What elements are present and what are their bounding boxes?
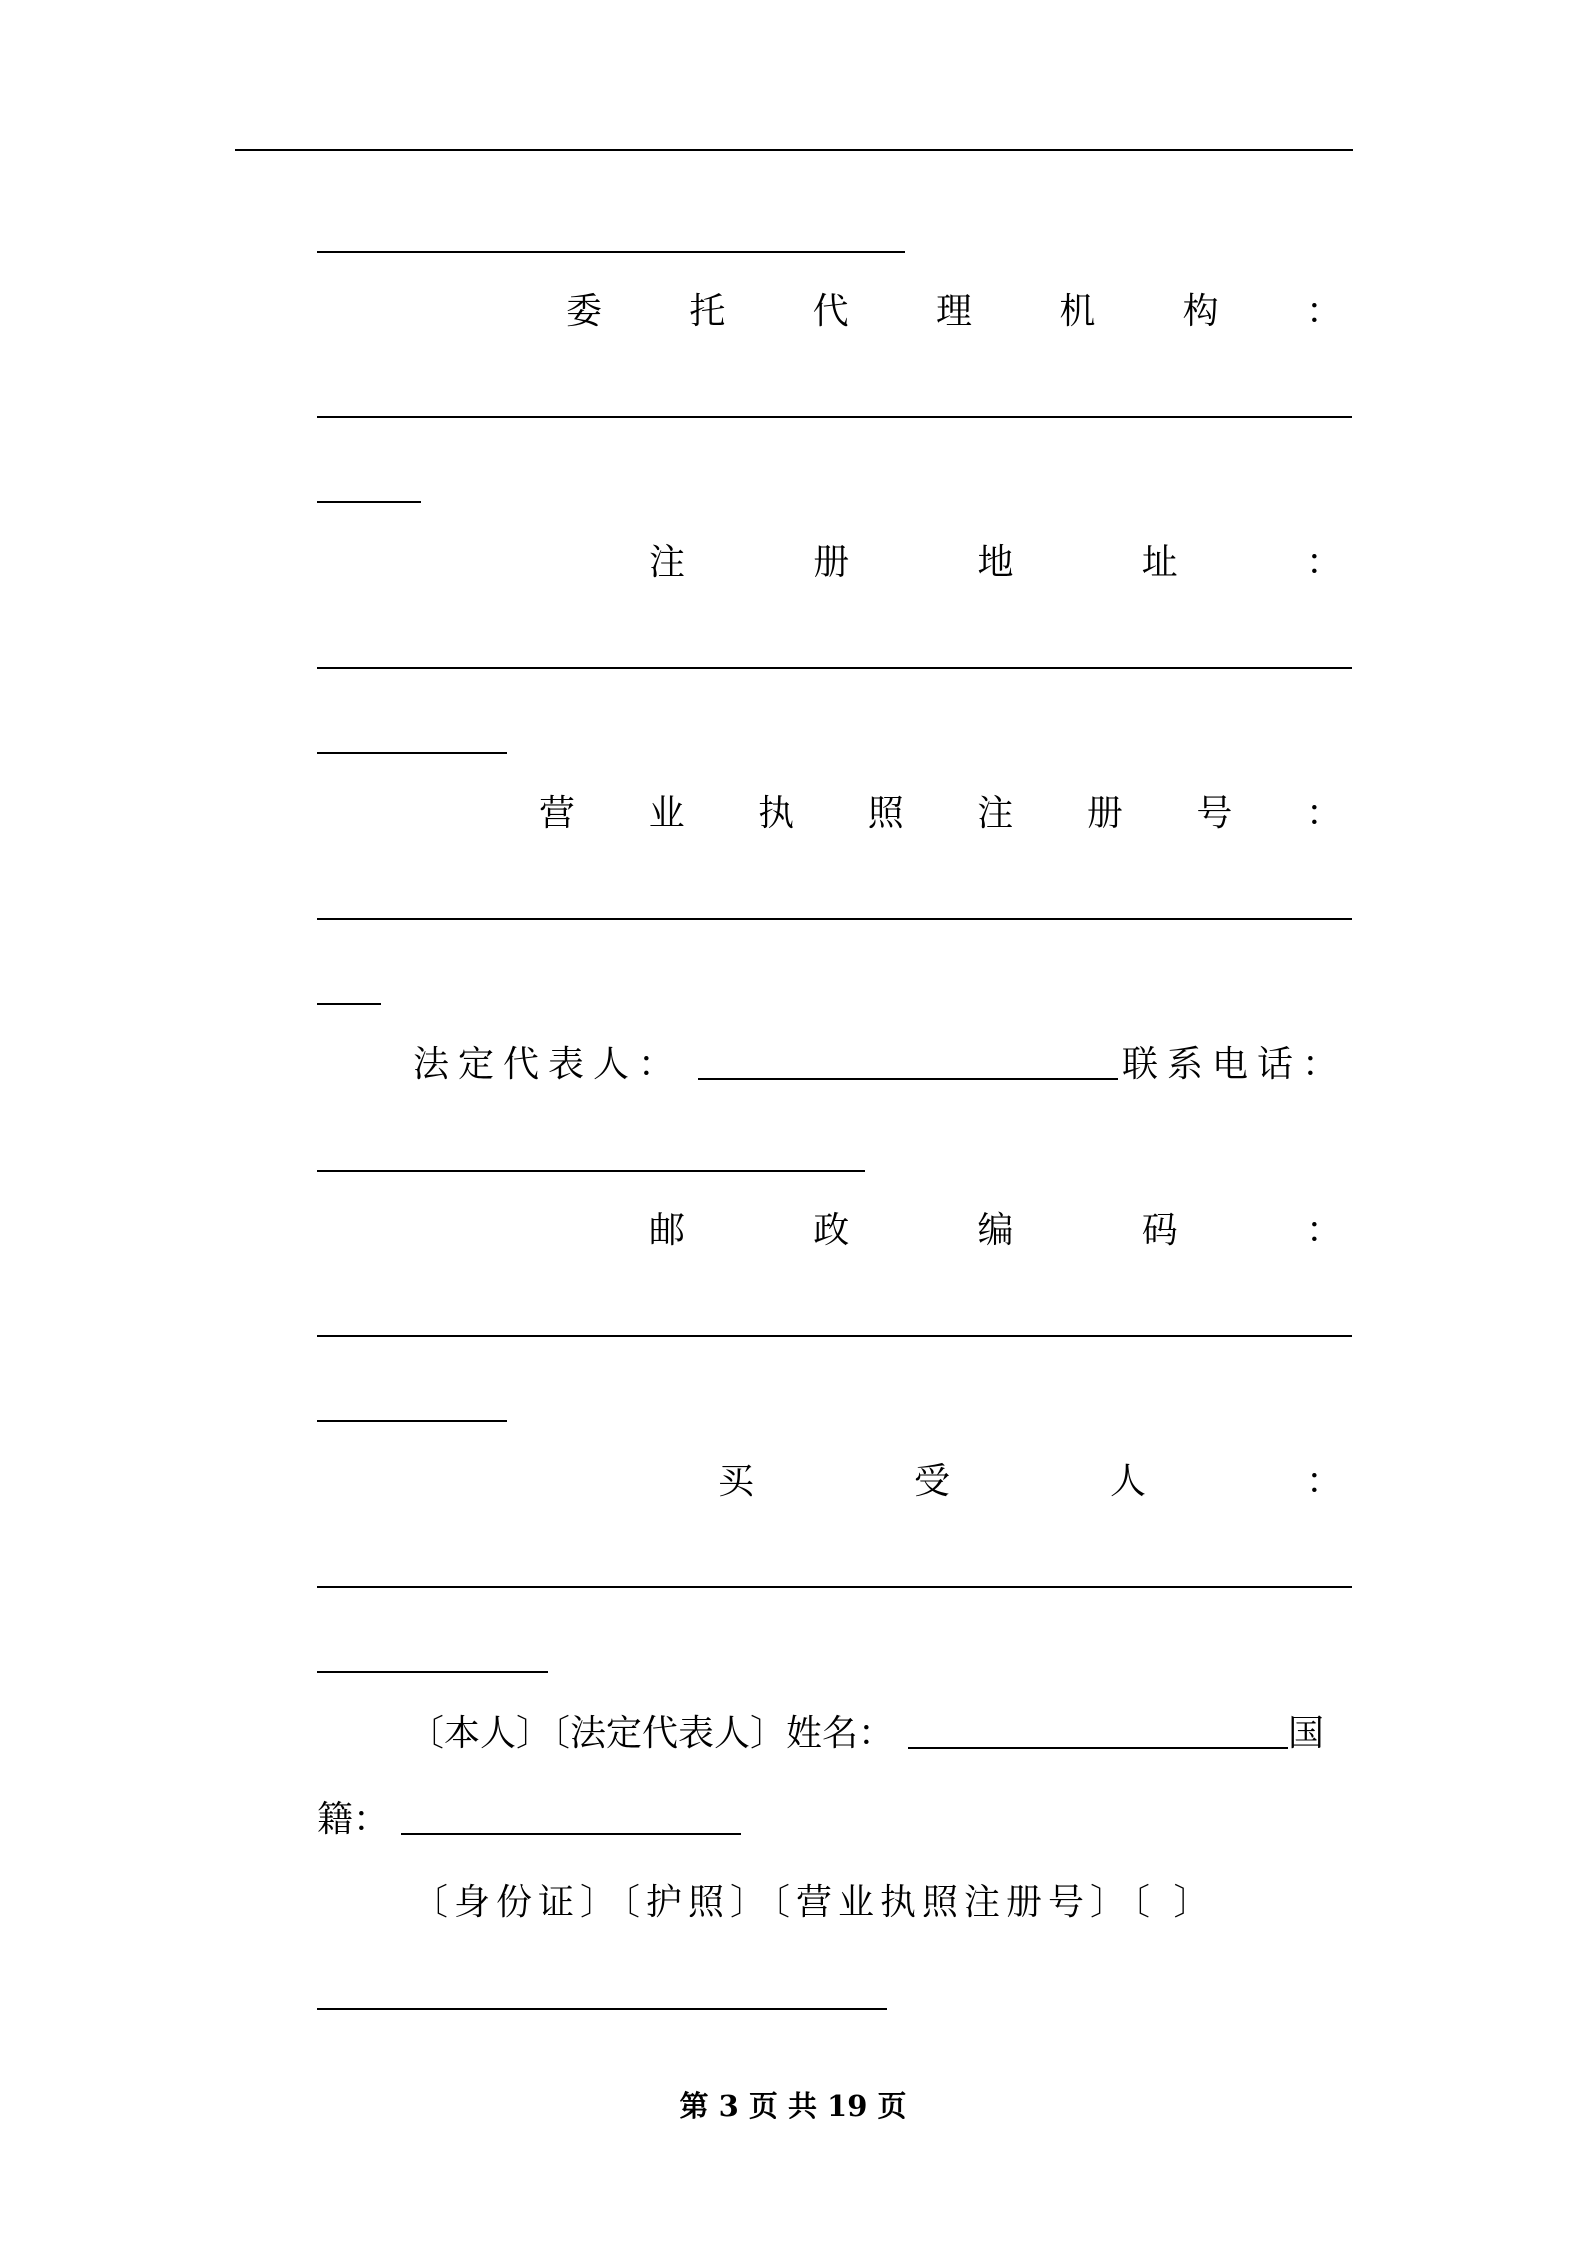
field-label-buyer	[718, 1457, 1342, 1507]
label-char: 执	[758, 793, 795, 834]
label-char: 址	[1141, 542, 1178, 583]
field-label-reg-address	[649, 538, 1342, 588]
id-type-label: 〔身份证〕〔护照〕〔营业执照注册号〕〔 〕	[412, 1882, 1216, 1923]
label-char: 邮	[649, 1210, 686, 1251]
label-char: 委	[566, 291, 603, 332]
legal-rep-line	[413, 1040, 1347, 1090]
label-char: 照	[867, 793, 904, 834]
field-label-license-no	[539, 789, 1342, 839]
blank-line-id[interactable]	[317, 2008, 887, 2010]
label-char: ：	[1305, 542, 1342, 583]
blank-line-reg-address[interactable]	[317, 667, 1352, 669]
blank-line-license-no[interactable]	[317, 918, 1352, 920]
label-char: 册	[813, 542, 850, 583]
blank-line-license-no-cont[interactable]	[317, 1003, 381, 1005]
label-char: 人	[1109, 1461, 1146, 1502]
label-char: 买	[718, 1461, 755, 1502]
blank-line-previous	[317, 251, 905, 253]
blank-line-agency[interactable]	[317, 416, 1352, 418]
blank-line-agency-cont[interactable]	[317, 501, 421, 503]
label-char: 注	[977, 793, 1014, 834]
label-char: 编	[977, 1210, 1014, 1251]
blank-line-postal-code-cont[interactable]	[317, 1420, 507, 1422]
label-char: 册	[1086, 793, 1123, 834]
label-char: 受	[913, 1461, 950, 1502]
blank-line-reg-address-cont[interactable]	[317, 752, 507, 754]
label-char: ：	[1305, 1461, 1342, 1502]
label-char: 托	[689, 291, 726, 332]
legal-rep-blank[interactable]	[698, 1078, 1118, 1080]
legal-rep-label: 法定代表人：	[413, 1044, 684, 1085]
label-char: 政	[813, 1210, 850, 1251]
label-char: ：	[1305, 291, 1342, 332]
field-label-postal-code	[649, 1206, 1342, 1256]
field-label-agency	[566, 287, 1342, 337]
blank-line-buyer[interactable]	[317, 1586, 1352, 1588]
nationality-label-tail: 籍：	[317, 1799, 390, 1840]
nationality-line	[317, 1795, 741, 1845]
label-char: 机	[1059, 291, 1096, 332]
blank-line-phone[interactable]	[317, 1170, 865, 1172]
blank-line-postal-code[interactable]	[317, 1335, 1352, 1337]
header-rule	[235, 149, 1353, 151]
id-type-line	[412, 1878, 1215, 1928]
name-blank[interactable]	[908, 1747, 1288, 1749]
label-char: 理	[935, 291, 972, 332]
label-char: 注	[649, 542, 686, 583]
nationality-label-head: 国	[1288, 1713, 1325, 1754]
name-line	[408, 1709, 1324, 1759]
nationality-blank[interactable]	[401, 1833, 741, 1835]
page-number: 第 3 页 共 19 页	[679, 2089, 907, 2123]
label-char: 构	[1182, 291, 1219, 332]
label-char: ：	[1305, 1210, 1342, 1251]
label-char: 业	[648, 793, 685, 834]
label-char: 代	[812, 291, 849, 332]
label-char: 号	[1196, 793, 1233, 834]
blank-line-buyer-cont[interactable]	[317, 1671, 548, 1673]
label-char: ：	[1305, 793, 1342, 834]
label-char: 码	[1141, 1210, 1178, 1251]
name-label: 〔本人〕〔法定代表人〕姓名：	[408, 1713, 895, 1754]
phone-label: 联系电话：	[1122, 1044, 1348, 1085]
label-char: 地	[977, 542, 1014, 583]
label-char: 营	[539, 793, 576, 834]
